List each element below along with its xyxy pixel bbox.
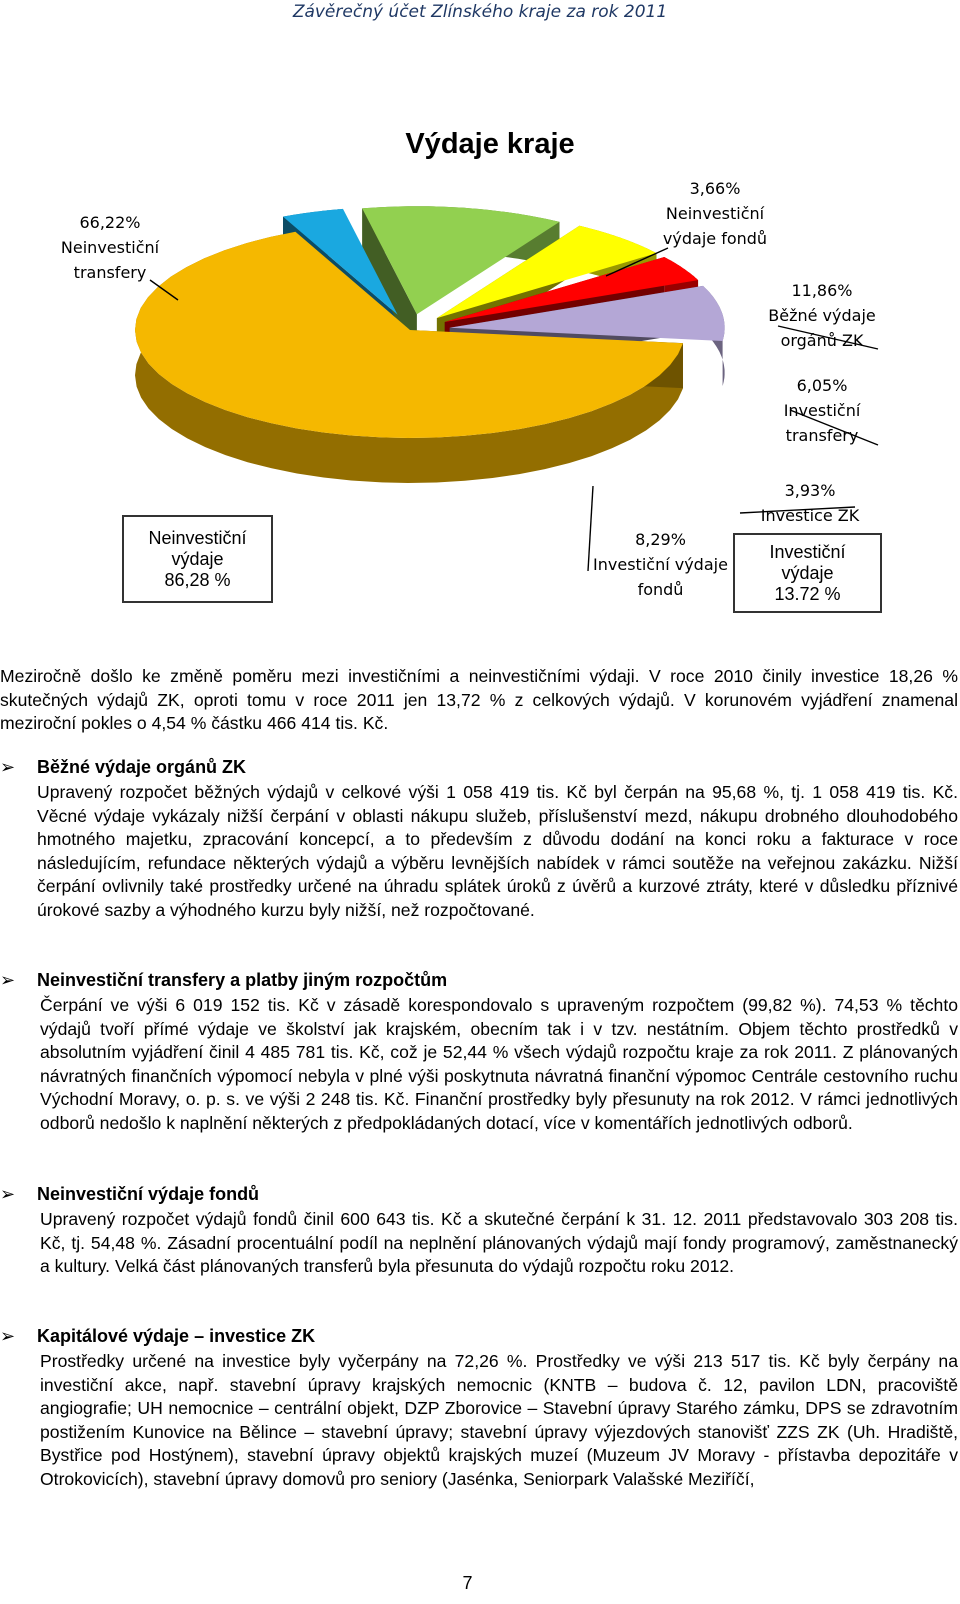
- section-title: Běžné výdaje orgánů ZK: [37, 757, 247, 777]
- label-text: Běžné výdaje orgánů ZK: [768, 306, 876, 350]
- bullet-arrow-icon: ➢: [0, 970, 16, 990]
- label-investice-zk: [750, 478, 870, 528]
- label-text: Neinvestiční výdaje fondů: [662, 204, 768, 248]
- label-neinvesticni-transfery: [40, 210, 180, 285]
- box-neinvesticni-vydaje: [122, 515, 273, 603]
- label-percent: 8,29%: [635, 530, 686, 549]
- bullet-arrow-icon: ➢: [0, 757, 16, 777]
- label-percent: 11,86%: [791, 281, 853, 300]
- section-body: Upravený rozpočet výdajů fondů činil 600 643 tis. Kč a skutečné čerpání k 31. 12. 2011 představovalo 303 208 tis. Kč, tj. 54,48 %. Zásadní procentuální podíl na neplnění plánovaných výdajů mají fondy programový, zaměstnanecký a kultury. Velká část plánovaných transferů byla přesunuta do výdajů rozpočtu roku 2012.: [40, 1209, 958, 1277]
- intro-paragraph: Meziročně došlo ke změně poměru mezi investičními a neinvestičními výdaji. V roce 2010 činily investice 18,26 % skutečných výdajů ZK, oproti tomu v roce 2011 jen 13,72 % z celkových výdajů. V korunovém vyjádření znamenal meziroční pokles o 4,54 % částku 466 414 tis. Kč.: [0, 666, 958, 734]
- box-line: výdaje: [171, 548, 224, 569]
- label-text: Investiční transfery: [783, 401, 861, 445]
- section-title: Kapitálové výdaje – investice ZK: [37, 1326, 316, 1346]
- pie-slices: [135, 206, 725, 483]
- label-neinvesticni-vydaje-fondu: [650, 176, 780, 251]
- page-number: 7: [462, 1573, 473, 1593]
- label-percent: 3,93%: [784, 481, 836, 500]
- page-header: Závěrečný účet Zlínského kraje za rok 2011: [292, 2, 668, 22]
- section-body: Čerpání ve výši 6 019 152 tis. Kč v zásadě korespondovalo s upraveným rozpočtem (99,82 %). 74,53 % těchto výdajů tvoří přímé výdaje ve školství jak krajském, obecním tak i v tzv. nestátním. Objem těchto prostředků v absolutním vyjádření činil 4 485 781 tis. Kč, což je 52,44 % všech výdajů rozpočtu kraje za rok 2011. Z plánovaných návratných finančních výpomocí nebyla v plné výši poskytnuta návratná finanční výpomoc Centrále cestovního ruchu Východní Moravy, o. p. s. ve výši 2 248 tis. Kč. Finanční prostředky byly přesunuty na rok 2012. V rámci jednotlivých odborů nedošlo k naplnění některých z předpokládaných dotací, více v komentářích jednotlivých odborů.: [40, 995, 958, 1133]
- section-title: Neinvestiční výdaje fondů: [37, 1184, 260, 1204]
- label-text: Investice ZK: [760, 506, 860, 525]
- box-line: 86,28 %: [164, 569, 231, 590]
- box-line: Neinvestiční: [148, 527, 247, 548]
- label-investicni-transfery: [762, 373, 882, 448]
- section-title: Neinvestiční transfery a platby jiným rozpočtům: [37, 970, 448, 990]
- label-bezne-vydaje-organu: [762, 278, 882, 353]
- box-line: 13.72 %: [774, 583, 841, 604]
- label-percent: 3,66%: [689, 179, 741, 198]
- bullet-arrow-icon: ➢: [0, 1326, 16, 1346]
- section-body: Prostředky určené na investice byly vyčerpány na 72,26 %. Prostředky ve výši 213 517 tis. Kč byly čerpány na investiční akce, např. stavební úpravy krajských nemocnic (KNTB – budova č. 12, pavilon LDN, pracoviště angiografie; UH nemocnice – centrální objekt, DZP Zborovice – Stavební úpravy Starého zámku, DPS se zdravotním postižením Kunovice na Bělince – stavební úpravy; stavební úpravy výjezdových stanovišť ZZS ZK (Uh. Hradiště, Bystřice pod Hostýnem), stavební úpravy objektů krajských muzeí (Muzeum JV Moravy - přístavba depozitáře v Otrokovicích), stavební úpravy domovů pro seniory (Jasénka, Seniorpark Valašské Meziříčí,: [40, 1351, 958, 1489]
- label-text: Neinvestiční transfery: [60, 238, 160, 282]
- section-body: Upravený rozpočet běžných výdajů v celkové výši 1 058 419 tis. Kč byl čerpán na 95,68 %, tj. 1 058 419 tis. Kč. Věcné výdaje vykázaly nižší čerpání v oblasti nákupu služeb, příslušenství mezd, nákupu drobného dlouhodobého hmotného majetku, zpracování koncepcí, a to především z důvodu dodání na konci roku a fakturace v roce následujícím, refundace některých výdajů a výběru levnějších nabídek v rámci soutěže na veřejnou zakázku. Nižší čerpání ovlivnily také prostředky určené na úhradu splátek úroků z úvěrů a kurzové ztráty, které v důsledku příznivé úrokové sazby a výhodného kurzu byly nižší, než rozpočtované.: [37, 782, 958, 920]
- label-percent: 66,22%: [79, 213, 141, 232]
- chart-title: Výdaje kraje: [405, 128, 575, 160]
- box-investicni-vydaje: [733, 533, 882, 613]
- box-line: Investiční: [769, 541, 846, 562]
- bullet-arrow-icon: ➢: [0, 1184, 16, 1204]
- box-line: výdaje: [781, 562, 834, 583]
- label-text: Investiční výdaje fondů: [593, 555, 728, 599]
- label-investicni-vydaje-fondu: [588, 527, 733, 602]
- label-percent: 6,05%: [796, 376, 848, 395]
